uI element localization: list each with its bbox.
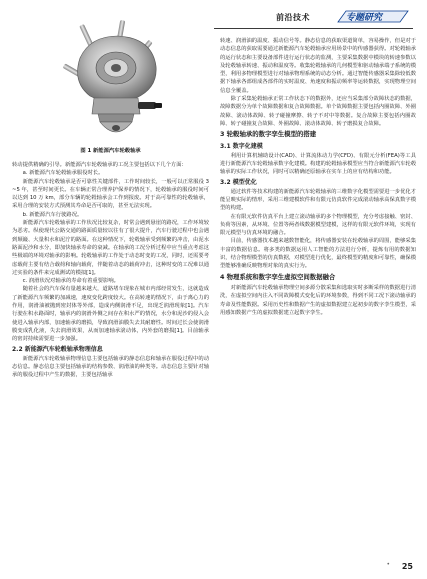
- paragraph: a. 新能源汽车轮毂轴承服役时长。: [22, 170, 104, 177]
- page-number: 25: [401, 562, 413, 571]
- wheel-hub-bearing-image: [60, 18, 168, 142]
- paragraph: 除了采集轮毂轴承正常工作状态下的数据外，还应当采集部分故障状态的数据，故障数据分为单个故障数据和复合故障数据。单个故障数据主要包括内圈故障、外圈故障、滚动体故障、转子碰撞摩擦、转子不对中等数据。复合故障主要包括内圈故障、转子碰撞复合故障、外圈故障、滚动体故障、转子磨损复合故障。: [220, 96, 416, 127]
- paragraph: 转动提供精确的引导。新能源汽车轮毂轴承的工况主要包括以下几个方面：: [12, 162, 187, 168]
- section-heading-3: 3 轮毂轴承的数字孪生模型的搭建: [220, 130, 317, 139]
- section-heading-4: 4 物理系统和数字孪生虚拟空间数据融合: [220, 272, 336, 281]
- paragraph: 通过软件等技术构建的新能源汽车轮毂轴承的三维数字化模型需要进一步优化才能呈映实际的情形，采用三维建模软件和有限元仿真软件完成滚动轴承高保真数字模型的构建。: [220, 188, 416, 212]
- paragraph: 新能源汽车轮毂轴承的工作状况比较复杂，时常会遇到悬崖的路况，工作环境较为恶劣。纵使现代公路交通的路面质量较以往有了很大提升，汽车行驶过程中也会遇到颠簸、大量积水和泥泞的路面。在这种情况下，轮毂轴承受到频繁的冲击，由泥水路面泥沙和水分，即加快轴承寿命的衰减。在轴承的工况分析过程中应当重点考虑这些极端的环境对轴承的影响。轮毂轴承的工作处于动态时变的工况，同时，还需要考虑载荷主要有结合载荷和轴向载荷，伴随着动态的载荷冲击，这种时变的工况难以通过实验的条件来完成测试的模拟[1]。: [12, 220, 209, 276]
- paragraph: b. 新能源汽车行驶路况。: [22, 211, 83, 218]
- paragraph: 新能源汽车轮毂轴承是否可靠性关键部件，工作时间较长，一般可以正常服役 3~5 年，甚至时间更长。在车辆正常合理养护保养的情况下，轮毂轴承的服役时间可以达到 10 万 km，部分车辆的轮毂轴承会工作到报废。对于高可靠性的轮毂轴承，采用合理的安装方式预测其寿命是否可取的，甚至无法实现。: [12, 178, 209, 210]
- header-section-title: 前沿技术: [276, 13, 310, 22]
- paragraph: 转速、润滑油的温度、振动信号等。静态信息的获取渠道简单，容易操作，但是对于动态信息的获取需要通过新能源汽车轮毂轴承应用场景中的传感器获得。对轮毂轴承的运行状态和主要设备部件进行运行状态的监测，主要采集数据中模块的转速参数以及轮毂轴承转速、振动和温度等。收集轮毂轴承的几何模型和驱动轴承端子系统的模型，利用多物理模型进行对轴承物理系统的动态分析。通过智能传感器采集除较低数据下轴承各部组成各部件的实时温度、角速度和振动频率等运转数据，实现物理空间信息全覆盖。: [220, 38, 416, 94]
- footer-dot: •: [386, 561, 391, 568]
- paragraph: 在有限元软件仿真平台上建立滚动轴承的多个物理模型，充分考虑接触、密封、负荷等因素，从环境、位置等两者线数据模型建模，这样的有限元软件环境，实现有限元模型与仿真环境的融合。: [220, 213, 416, 237]
- journal-logo-text: 专题研究: [346, 13, 383, 23]
- paragraph: 随着社会的汽车保有量越来越大，道路堵车现象在城市内部经常发生，这就造成了新能源汽车频繁的加减速，速度变化跨度较大。在高转速的情况下，由于离心力的作用，润滑油被抛到密封体等外部，造成内侧润滑不足，出现乏润滑现象[1]。汽车行驶在积水路面时，轴承内的润滑外侧之间存在积水严的情况，水分和泥沙的侵入会使进入轴承内部，加速轴承的磨损，导致润滑油膜失去其耐磨性。时间过长会使润滑膜变成乳化液，失去润滑效果，从而加速轴承滚动体，内外套的磨损[1]。目前轴承的密封持续需要进一步加强。: [12, 286, 209, 343]
- right-column: [220, 37, 416, 317]
- figure-caption: 图 1 新能源汽车轮毂轴承: [80, 148, 141, 154]
- section-heading-3-1: 3.1 数字化建模: [220, 142, 263, 150]
- paragraph: 新能源汽车轮毂轴承物理信息主要包括轴承的静态信息和轴承在服役过程中的动态信息。静态信息主要包括轴承的结构参数、润滑油的种类等。动态信息主要针对轴承的服役过程中产生的数据，主要包括轴承: [12, 355, 209, 379]
- section-heading-2-2: 2.2 新能源汽车轮毂轴承物理信息: [12, 345, 103, 353]
- left-column: [12, 161, 209, 379]
- header-rule: [214, 28, 413, 29]
- paragraph: 目前，传感器技术越来越数智能化，将传感器安装在轮毂轴承的周围，能够采集丰富的数据信息。将多类的数据运用人工智能的方法进行分析，提炼有用的数据知识，结合物理模型的仿真数据，对模型进行优化，最终模型的精度和可靠性，确保模型能够准确反映物理对象的真实行为。: [220, 238, 416, 270]
- paragraph: 利用计算机辅助设计(CAD)、计算流体动力学(CFD)、有限元分析(FEA)等工具进行新能源汽车轮毂轴承数字化建模。构建的轮毂轴承模型应当符合新能源汽车轮毂轴承的实际工作状况，同时可以精确还原轴承在实车上的应有结构和功能。: [220, 152, 416, 176]
- paragraph: 对新能源汽车轮毂轴承物理空间多源分散采集和选取实时多断采样的数据进行清洗，在虚拟空间内注入不同故障模式变化后的环境参数，得到不同工况下滚动轴承的寿命及性能数据。采用历史性和数据产生的虚拟数据建立起初步的数字孪生模型，采用感知数据产生的虚拟数据建立起数字孪生。: [220, 285, 416, 317]
- section-heading-3-2: 3.2 模型优化: [220, 178, 257, 186]
- paragraph: c. 润滑状况对轴承的寿命有着重要影响。: [22, 278, 119, 285]
